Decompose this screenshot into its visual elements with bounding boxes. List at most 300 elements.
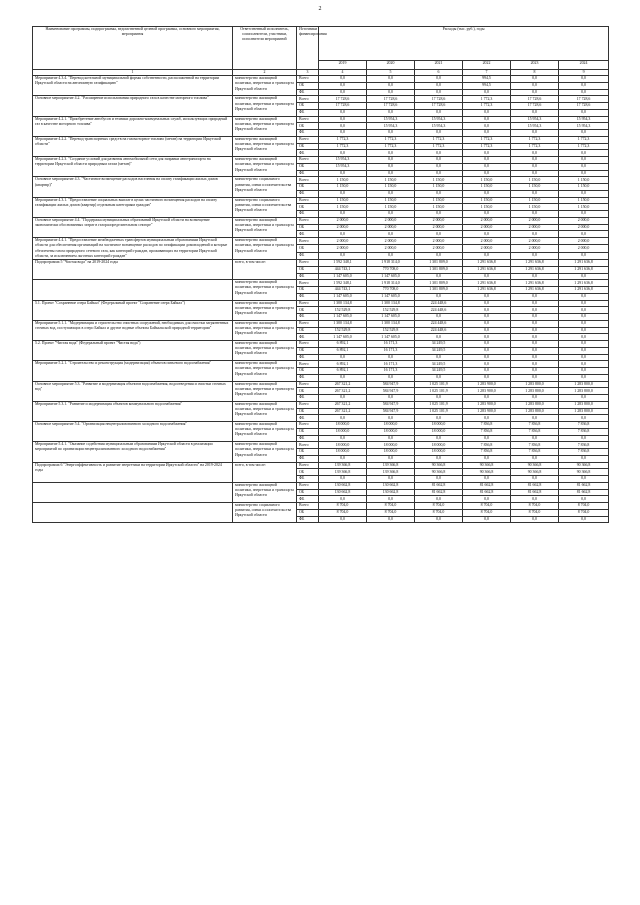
cost-cell: 1 147 605,0 bbox=[319, 273, 367, 280]
table-row bbox=[33, 217, 609, 224]
cost-cell: 1 291 636,8 bbox=[559, 287, 609, 294]
cost-cell: 0,0 bbox=[463, 307, 511, 314]
cost-cell: 1 772,3 bbox=[463, 96, 511, 103]
cost-cell: 1 150,0 bbox=[511, 204, 559, 211]
cost-cell: 130 662,8 bbox=[319, 482, 367, 489]
item-name: Мероприятие 4.3.1. "Предоставление социальных выплат в целях частичного возмещения расходов на оплату газификации жилых домов (квартир) отдельным категориям граждан" bbox=[33, 197, 233, 217]
cost-cell: 2 000,0 bbox=[463, 238, 511, 245]
cost-cell: 2 000,0 bbox=[511, 238, 559, 245]
cost-cell: 0,0 bbox=[319, 89, 367, 96]
cost-cell: 770 708,0 bbox=[367, 287, 415, 294]
cost-cell: 0,0 bbox=[367, 476, 415, 483]
table-row bbox=[33, 320, 609, 327]
funding-source: ОБ bbox=[297, 224, 319, 231]
cost-cell: 8 704,0 bbox=[415, 503, 463, 510]
cost-cell: 0,0 bbox=[559, 273, 609, 280]
cost-cell: 0,0 bbox=[511, 435, 559, 442]
cost-cell: 0,0 bbox=[559, 395, 609, 402]
cost-cell: 6 892,1 bbox=[319, 368, 367, 375]
cost-cell: 0,0 bbox=[463, 123, 511, 130]
funding-source: ФБ bbox=[297, 334, 319, 341]
cost-cell: 15 954,3 bbox=[367, 123, 415, 130]
table-row bbox=[33, 361, 609, 368]
cost-cell: 1 150,0 bbox=[463, 177, 511, 184]
cost-cell: 152 529,8 bbox=[367, 307, 415, 314]
cost-cell: 0,0 bbox=[319, 130, 367, 137]
table-row bbox=[33, 482, 609, 489]
cost-cell: 17 728,6 bbox=[319, 96, 367, 103]
cost-cell: 2 000,0 bbox=[415, 245, 463, 252]
cost-cell: 0,0 bbox=[559, 252, 609, 259]
cost-cell: 1 150,0 bbox=[319, 177, 367, 184]
cost-cell: 152 529,8 bbox=[319, 307, 367, 314]
cost-cell: 1 150,0 bbox=[559, 204, 609, 211]
cost-cell: 1 772,3 bbox=[319, 143, 367, 150]
cost-cell: 0,0 bbox=[511, 293, 559, 300]
cost-cell: 0,0 bbox=[511, 89, 559, 96]
cost-cell: 2 000,0 bbox=[319, 238, 367, 245]
cost-cell: 81 662,8 bbox=[511, 489, 559, 496]
cost-cell: 2 000,0 bbox=[463, 224, 511, 231]
item-name: Мероприятие 4.2.3. "Создание условий для развития автомобильной сети для заправки автотранспорта на территории Иркутской области природным газом (метан)" bbox=[33, 157, 233, 177]
item-executor: министерство жилищной политики, энергетики и транспорта Иркутской области bbox=[233, 76, 297, 96]
cost-cell: 0,0 bbox=[511, 455, 559, 462]
cost-cell: 7 836,8 bbox=[463, 422, 511, 429]
table-row bbox=[33, 260, 609, 267]
cost-cell: 1 147 605,0 bbox=[319, 334, 367, 341]
cost-cell: 0,0 bbox=[511, 211, 559, 218]
cost-cell: 0,0 bbox=[415, 82, 463, 89]
cost-cell: 1 772,3 bbox=[559, 136, 609, 143]
header-year: 2022 bbox=[463, 61, 511, 70]
cost-cell: 0,0 bbox=[319, 374, 367, 381]
cost-cell: 0,0 bbox=[367, 76, 415, 83]
cost-cell: 18 000,0 bbox=[367, 422, 415, 429]
funding-source: Всего bbox=[297, 157, 319, 164]
cost-cell: 7 836,8 bbox=[463, 449, 511, 456]
cost-cell: 0,0 bbox=[463, 157, 511, 164]
header-year: 2021 bbox=[415, 61, 463, 70]
header-executor: Ответственный исполнитель, соисполнители, участники, исполнители мероприятий bbox=[233, 27, 297, 70]
cost-cell: 0,0 bbox=[559, 190, 609, 197]
cost-cell: 1 150,0 bbox=[511, 184, 559, 191]
cost-cell: 1 300 134,8 bbox=[367, 320, 415, 327]
cost-cell: 0,0 bbox=[463, 89, 511, 96]
cost-cell: 1 147 605,0 bbox=[319, 293, 367, 300]
item-name: Подпрограмма 6 "Энергоэффективность и развитие энергетики на территории Иркутской области" на 2019-2024 годы bbox=[33, 462, 233, 482]
cost-cell: 139 366,8 bbox=[367, 469, 415, 476]
funding-source: ОБ bbox=[297, 469, 319, 476]
funding-source: ОБ bbox=[297, 143, 319, 150]
item-executor: министерство жилищной политики, энергетики и транспорта Иркутской области bbox=[233, 482, 297, 502]
funding-source: Всего bbox=[297, 482, 319, 489]
column-number: 4 bbox=[319, 70, 367, 76]
cost-cell: 0,0 bbox=[559, 368, 609, 375]
funding-source: ОБ bbox=[297, 245, 319, 252]
cost-cell: 81 662,8 bbox=[463, 482, 511, 489]
cost-cell: 0,0 bbox=[559, 300, 609, 307]
cost-cell: 7 836,8 bbox=[463, 428, 511, 435]
cost-cell: 0,0 bbox=[415, 231, 463, 238]
column-number: 7 bbox=[463, 70, 511, 76]
cost-cell: 2 000,0 bbox=[559, 238, 609, 245]
cost-cell: 0,0 bbox=[559, 435, 609, 442]
cost-cell: 139 366,8 bbox=[367, 462, 415, 469]
cost-cell: 1 772,3 bbox=[367, 136, 415, 143]
cost-cell: 0,0 bbox=[463, 347, 511, 354]
item-executor: министерство жилищной политики, энергетики и транспорта Иркутской области bbox=[233, 381, 297, 401]
funding-source: ФБ bbox=[297, 435, 319, 442]
funding-source: ФБ bbox=[297, 395, 319, 402]
cost-cell: 7 836,8 bbox=[559, 428, 609, 435]
cost-cell: 1 147 605,0 bbox=[367, 273, 415, 280]
table-row bbox=[33, 422, 609, 429]
cost-cell: 0,0 bbox=[415, 252, 463, 259]
cost-cell: 0,0 bbox=[463, 496, 511, 503]
cost-cell: 0,0 bbox=[559, 327, 609, 334]
cost-cell: 1 772,3 bbox=[559, 143, 609, 150]
cost-cell: 1 291 636,8 bbox=[511, 287, 559, 294]
cost-cell: 0,0 bbox=[415, 415, 463, 422]
item-executor: министерство социального развития, опеки и попечительства Иркутской области bbox=[233, 197, 297, 217]
table-body bbox=[33, 76, 609, 523]
column-number: 9 bbox=[559, 70, 609, 76]
cost-cell: 0,0 bbox=[511, 231, 559, 238]
funding-source: Всего bbox=[297, 136, 319, 143]
cost-cell: 81 662,8 bbox=[415, 482, 463, 489]
cost-cell: 2 000,0 bbox=[559, 245, 609, 252]
item-executor: министерство жилищной политики, энергетики и транспорта Иркутской области bbox=[233, 116, 297, 136]
cost-cell: 0,0 bbox=[415, 435, 463, 442]
cost-cell: 0,0 bbox=[463, 516, 511, 523]
cost-cell: 1 150,0 bbox=[415, 204, 463, 211]
cost-cell: 81 662,8 bbox=[511, 482, 559, 489]
cost-cell: 0,0 bbox=[559, 130, 609, 137]
item-executor: министерство жилищной политики, энергетики и транспорта Иркутской области bbox=[233, 157, 297, 177]
cost-cell: 0,0 bbox=[559, 455, 609, 462]
cost-cell: 34 249,5 bbox=[415, 341, 463, 348]
header-year: 2019 bbox=[319, 61, 367, 70]
cost-cell: 139 366,8 bbox=[319, 469, 367, 476]
cost-cell: 0,0 bbox=[367, 82, 415, 89]
cost-cell: 444 743,1 bbox=[319, 287, 367, 294]
table-row bbox=[33, 280, 609, 287]
item-name: 5.2. Проект "Чистая вода" (Федеральный проект "Чистая вода") bbox=[33, 341, 233, 361]
cost-cell: 267 321,2 bbox=[319, 381, 367, 388]
funding-source: ОБ bbox=[297, 184, 319, 191]
funding-source: ФБ bbox=[297, 516, 319, 523]
cost-cell: 0,0 bbox=[559, 415, 609, 422]
cost-cell: 584 947,9 bbox=[367, 401, 415, 408]
column-number: 3 bbox=[297, 70, 319, 76]
table-row bbox=[33, 76, 609, 83]
table-row bbox=[33, 96, 609, 103]
cost-cell: 8 704,0 bbox=[319, 503, 367, 510]
cost-cell: 15 954,3 bbox=[319, 163, 367, 170]
cost-cell: 1 283 800,0 bbox=[559, 388, 609, 395]
cost-cell: 0,0 bbox=[463, 415, 511, 422]
funding-source: ОБ bbox=[297, 123, 319, 130]
funding-source: Всего bbox=[297, 76, 319, 83]
cost-cell: 0,0 bbox=[463, 455, 511, 462]
cost-cell: 0,0 bbox=[463, 190, 511, 197]
cost-cell: 1 300 134,8 bbox=[367, 300, 415, 307]
cost-cell: 1 150,0 bbox=[559, 184, 609, 191]
cost-cell: 130 662,8 bbox=[367, 482, 415, 489]
cost-cell: 7 836,8 bbox=[559, 449, 609, 456]
cost-cell: 0,0 bbox=[415, 163, 463, 170]
funding-source: Всего bbox=[297, 401, 319, 408]
cost-cell: 0,0 bbox=[511, 374, 559, 381]
cost-cell: 1 150,0 bbox=[319, 197, 367, 204]
item-executor: министерство жилищной политики, энергетики и транспорта Иркутской области bbox=[233, 217, 297, 237]
cost-cell: 17 728,6 bbox=[415, 96, 463, 103]
cost-cell: 0,0 bbox=[367, 354, 415, 361]
cost-cell: 0,0 bbox=[367, 435, 415, 442]
cost-cell: 1 147 605,0 bbox=[367, 334, 415, 341]
funding-source: ОБ bbox=[297, 347, 319, 354]
funding-source: Всего bbox=[297, 320, 319, 327]
cost-cell: 1 150,0 bbox=[319, 204, 367, 211]
cost-cell: 81 662,8 bbox=[415, 489, 463, 496]
funding-source: Всего bbox=[297, 177, 319, 184]
cost-cell: 0,0 bbox=[559, 496, 609, 503]
cost-cell: 2 000,0 bbox=[367, 217, 415, 224]
item-name bbox=[33, 482, 233, 502]
cost-cell: 0,0 bbox=[367, 455, 415, 462]
funding-source: ОБ bbox=[297, 103, 319, 110]
item-name: Мероприятие 4.3.4. "Перевод котельной муниципальной формы собственности, расположенной на территории Иркутской области на автономную газификацию" bbox=[33, 76, 233, 96]
item-name: Основное мероприятие 5.4. "Организация нецентрализованного холодного водоснабжения" bbox=[33, 422, 233, 442]
cost-cell: 0,0 bbox=[463, 435, 511, 442]
item-name: Мероприятие 4.2.2. "Перевод транспортных средств на газомоторное топливо (метан) на территории Иркутской области" bbox=[33, 136, 233, 156]
cost-cell: 18 000,0 bbox=[367, 428, 415, 435]
cost-cell: 0,0 bbox=[319, 211, 367, 218]
funding-source: Всего bbox=[297, 462, 319, 469]
cost-cell: 7 836,8 bbox=[463, 442, 511, 449]
cost-cell: 0,0 bbox=[463, 327, 511, 334]
cost-cell: 0,0 bbox=[511, 334, 559, 341]
cost-cell: 0,0 bbox=[463, 368, 511, 375]
cost-cell: 0,0 bbox=[511, 314, 559, 321]
cost-cell: 18 000,0 bbox=[367, 442, 415, 449]
cost-cell: 0,0 bbox=[559, 307, 609, 314]
table-row bbox=[33, 197, 609, 204]
funding-source: ОБ bbox=[297, 388, 319, 395]
item-executor: министерство социального развития, опеки и попечительства Иркутской области bbox=[233, 177, 297, 197]
cost-cell: 81 662,8 bbox=[559, 489, 609, 496]
cost-cell: 0,0 bbox=[559, 374, 609, 381]
cost-cell: 0,0 bbox=[463, 211, 511, 218]
cost-cell: 0,0 bbox=[319, 415, 367, 422]
cost-cell: 0,0 bbox=[559, 76, 609, 83]
item-name: 5.1. Проект "Сохранение озера Байкал" (Федеральный проект "Сохранение озера Байкал") bbox=[33, 300, 233, 320]
funding-source: ФБ bbox=[297, 170, 319, 177]
cost-cell: 1 150,0 bbox=[463, 184, 511, 191]
cost-cell: 15 954,3 bbox=[559, 116, 609, 123]
funding-source: ФБ bbox=[297, 150, 319, 157]
cost-cell: 1 283 800,0 bbox=[511, 381, 559, 388]
cost-cell: 0,0 bbox=[367, 211, 415, 218]
cost-cell: 1 150,0 bbox=[415, 177, 463, 184]
cost-cell: 0,0 bbox=[463, 163, 511, 170]
cost-cell: 34 249,5 bbox=[415, 347, 463, 354]
cost-cell: 2 000,0 bbox=[415, 238, 463, 245]
cost-cell: 152 529,8 bbox=[367, 327, 415, 334]
cost-cell: 0,0 bbox=[415, 211, 463, 218]
cost-cell: 0,0 bbox=[415, 89, 463, 96]
cost-cell: 90 366,8 bbox=[511, 462, 559, 469]
item-name: Подпрограмма 5 "Чистая вода" на 2019-2024 годы bbox=[33, 260, 233, 280]
cost-cell: 0,0 bbox=[415, 314, 463, 321]
cost-cell: 0,0 bbox=[511, 130, 559, 137]
cost-cell: 18 000,0 bbox=[319, 422, 367, 429]
item-executor: министерство жилищной политики, энергетики и транспорта Иркутской области bbox=[233, 341, 297, 361]
cost-cell: 0,0 bbox=[559, 89, 609, 96]
cost-cell: 0,0 bbox=[511, 157, 559, 164]
cost-cell: 0,0 bbox=[319, 516, 367, 523]
cost-cell: 0,0 bbox=[559, 293, 609, 300]
cost-cell: 17 728,6 bbox=[319, 103, 367, 110]
cost-cell: 1 150,0 bbox=[463, 204, 511, 211]
item-executor: всего, в том числе: bbox=[233, 260, 297, 280]
cost-cell: 224 448,6 bbox=[415, 320, 463, 327]
cost-cell: 1 772,3 bbox=[511, 143, 559, 150]
cost-cell: 1 772,3 bbox=[415, 136, 463, 143]
cost-cell: 994,5 bbox=[463, 82, 511, 89]
cost-cell: 18 000,0 bbox=[415, 422, 463, 429]
cost-cell: 0,0 bbox=[511, 368, 559, 375]
cost-cell: 1 150,0 bbox=[559, 197, 609, 204]
table-row bbox=[33, 442, 609, 449]
cost-cell: 0,0 bbox=[463, 341, 511, 348]
cost-cell: 0,0 bbox=[463, 314, 511, 321]
table-row bbox=[33, 381, 609, 388]
cost-cell: 16 171,3 bbox=[367, 368, 415, 375]
cost-cell: 584 947,9 bbox=[367, 388, 415, 395]
item-executor: министерство жилищной политики, энергетики и транспорта Иркутской области bbox=[233, 136, 297, 156]
cost-cell: 1 918 314,0 bbox=[367, 260, 415, 267]
cost-cell: 1 291 636,8 bbox=[511, 260, 559, 267]
cost-cell: 0,0 bbox=[463, 476, 511, 483]
cost-cell: 0,0 bbox=[559, 150, 609, 157]
cost-cell: 17 728,6 bbox=[367, 96, 415, 103]
cost-cell: 0,0 bbox=[463, 170, 511, 177]
cost-cell: 0,0 bbox=[319, 150, 367, 157]
cost-cell: 224 448,6 bbox=[415, 307, 463, 314]
cost-cell: 1 150,0 bbox=[367, 204, 415, 211]
cost-cell: 0,0 bbox=[415, 334, 463, 341]
cost-cell: 1 283 900,0 bbox=[463, 408, 511, 415]
cost-cell: 0,0 bbox=[415, 455, 463, 462]
item-name: Основное мероприятие 4.4. "Поддержка муниципальных образований Иркутской области на возмещение экономически обоснованных затрат в газораспределительном секторе" bbox=[33, 217, 233, 237]
item-name bbox=[33, 280, 233, 300]
funding-source: Всего bbox=[297, 96, 319, 103]
funding-source: ФБ bbox=[297, 109, 319, 116]
cost-cell: 2 000,0 bbox=[319, 224, 367, 231]
cost-cell: 0,0 bbox=[367, 190, 415, 197]
funding-source: ОБ bbox=[297, 82, 319, 89]
cost-cell: 0,0 bbox=[367, 496, 415, 503]
cost-cell: 1 772,3 bbox=[319, 136, 367, 143]
cost-cell: 7 836,8 bbox=[511, 442, 559, 449]
cost-cell: 15 954,3 bbox=[415, 123, 463, 130]
cost-cell: 0,0 bbox=[367, 150, 415, 157]
cost-cell: 18 000,0 bbox=[319, 449, 367, 456]
table-row bbox=[33, 341, 609, 348]
cost-cell: 0,0 bbox=[511, 307, 559, 314]
item-executor: министерство жилищной политики, энергетики и транспорта Иркутской области bbox=[233, 442, 297, 462]
cost-cell: 0,0 bbox=[463, 334, 511, 341]
funding-source: ОБ bbox=[297, 287, 319, 294]
table-row bbox=[33, 136, 609, 143]
cost-cell: 0,0 bbox=[463, 320, 511, 327]
cost-cell: 16 171,3 bbox=[367, 361, 415, 368]
cost-cell: 0,0 bbox=[319, 76, 367, 83]
funding-source: Всего bbox=[297, 197, 319, 204]
cost-cell: 0,0 bbox=[415, 130, 463, 137]
cost-cell: 0,0 bbox=[511, 190, 559, 197]
cost-cell: 17 728,6 bbox=[559, 103, 609, 110]
cost-cell: 0,0 bbox=[559, 170, 609, 177]
cost-cell: 2 000,0 bbox=[319, 245, 367, 252]
cost-cell: 8 704,0 bbox=[319, 509, 367, 516]
cost-cell: 1 772,3 bbox=[511, 136, 559, 143]
cost-cell: 81 662,8 bbox=[559, 482, 609, 489]
cost-cell: 1 772,3 bbox=[463, 136, 511, 143]
cost-cell: 0,0 bbox=[511, 476, 559, 483]
table-row bbox=[33, 401, 609, 408]
cost-cell: 0,0 bbox=[319, 123, 367, 130]
funding-source: ОБ bbox=[297, 509, 319, 516]
item-executor: министерство жилищной политики, энергетики и транспорта Иркутской области bbox=[233, 361, 297, 381]
cost-cell: 0,0 bbox=[367, 170, 415, 177]
cost-cell: 130 662,8 bbox=[319, 489, 367, 496]
cost-cell: 0,0 bbox=[463, 231, 511, 238]
funding-source: ОБ bbox=[297, 368, 319, 375]
cost-cell: 0,0 bbox=[463, 109, 511, 116]
cost-cell: 0,0 bbox=[511, 395, 559, 402]
funding-source: ОБ bbox=[297, 163, 319, 170]
cost-cell: 0,0 bbox=[463, 150, 511, 157]
cost-cell: 34 249,5 bbox=[415, 368, 463, 375]
cost-cell: 7 836,8 bbox=[511, 449, 559, 456]
funding-source: ОБ bbox=[297, 408, 319, 415]
cost-cell: 0,0 bbox=[415, 157, 463, 164]
cost-cell: 90 366,8 bbox=[415, 469, 463, 476]
cost-cell: 0,0 bbox=[511, 252, 559, 259]
cost-cell: 0,0 bbox=[463, 252, 511, 259]
cost-cell: 8 704,0 bbox=[415, 509, 463, 516]
funding-source: Всего bbox=[297, 217, 319, 224]
cost-cell: 0,0 bbox=[559, 347, 609, 354]
cost-cell: 0,0 bbox=[511, 361, 559, 368]
item-name: Мероприятие 5.1.1. "Модернизация и строительство очистных сооружений, необходимых для очистки загрязненных сточных вод, поступающих в озеро Байкал и другие водные объекты Байкальской природной территории" bbox=[33, 320, 233, 340]
table-row bbox=[33, 177, 609, 184]
column-number: 2 bbox=[233, 70, 297, 76]
cost-cell: 0,0 bbox=[319, 116, 367, 123]
table-row bbox=[33, 238, 609, 245]
cost-cell: 0,0 bbox=[511, 327, 559, 334]
cost-cell: 267 321,2 bbox=[319, 401, 367, 408]
cost-cell: 1 150,0 bbox=[367, 184, 415, 191]
cost-cell: 0,0 bbox=[511, 150, 559, 157]
cost-cell: 1 283 800,0 bbox=[559, 381, 609, 388]
cost-cell: 1 291 636,8 bbox=[463, 260, 511, 267]
cost-cell: 0,0 bbox=[319, 190, 367, 197]
header-name: Наименование программы, подпрограммы, ведомственной целевой программы, основного мероприятия, мероприятия bbox=[33, 27, 233, 70]
cost-cell: 0,0 bbox=[463, 273, 511, 280]
